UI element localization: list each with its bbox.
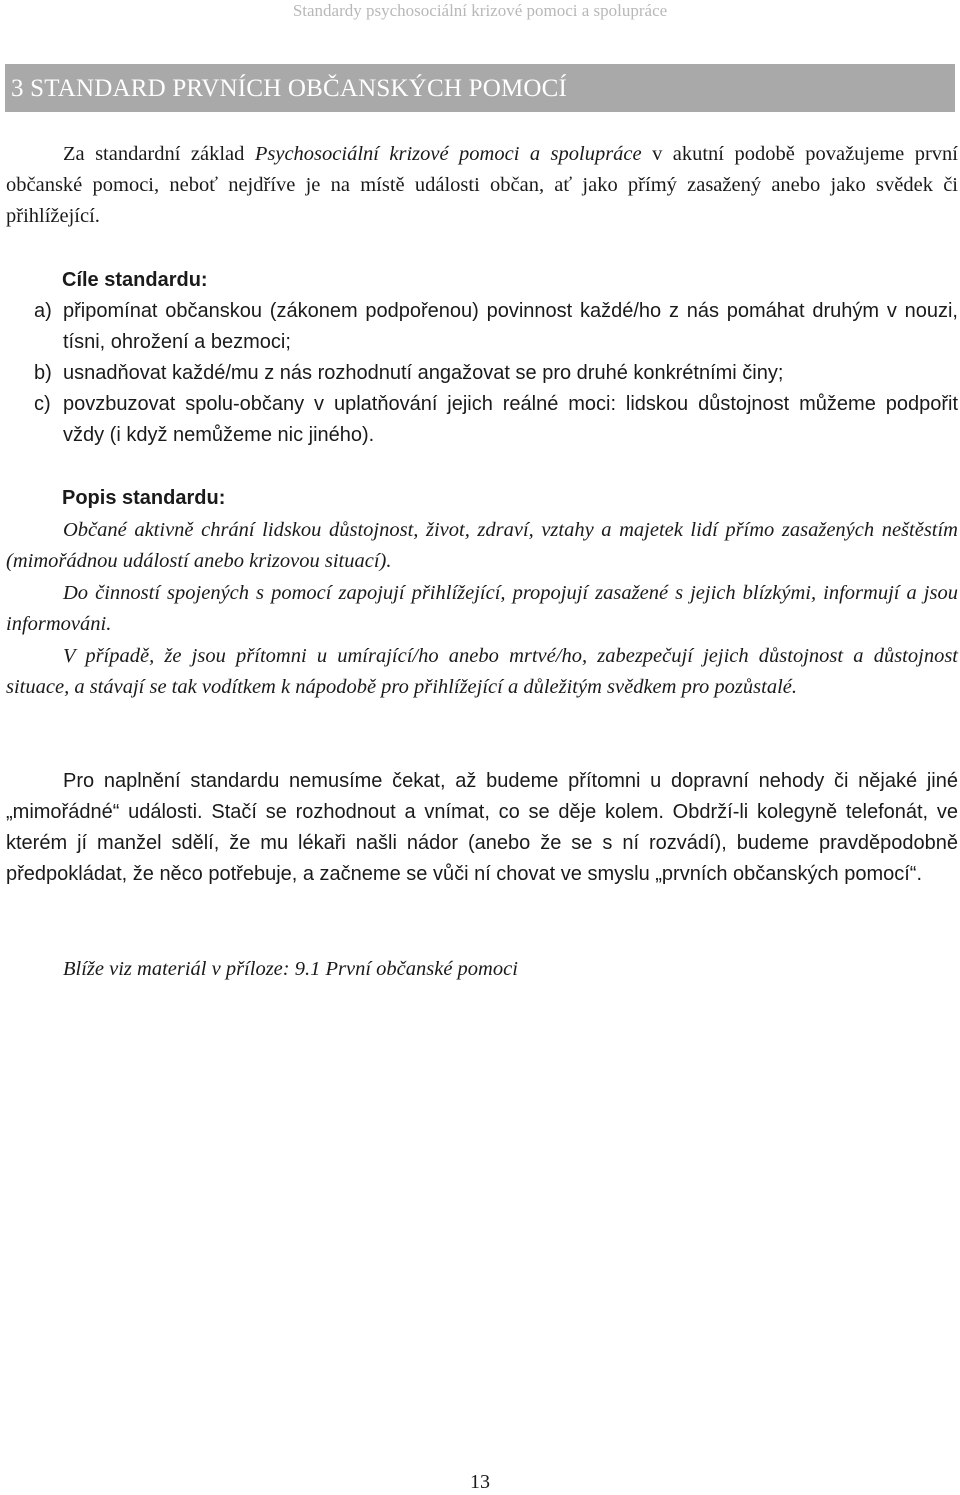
- goal-item-c: [34, 389, 958, 451]
- description-paragraph-2: Do činností spojených s pomocí zapojují přihlížející, propojují zasažené s jejich blízkými, informují a jsou informováni.: [6, 582, 958, 635]
- goal-marker: a): [34, 300, 52, 322]
- goals-heading: Cíle standardu:: [62, 269, 208, 291]
- goal-marker: c): [34, 393, 51, 415]
- see-also-reference: Blíže viz materiál v příloze: 9.1 První občanské pomoci: [63, 958, 518, 980]
- goal-item-a: [34, 296, 958, 358]
- intro-italic-term: Psychosociální krizové pomoci a spolupráce: [254, 143, 642, 165]
- intro-text-2: v akutní podobě považujeme první občanské pomoci, neboť nejdříve je na místě události občan, ať jako přímý zasažený anebo jako svědek či přihlížející.: [6, 143, 958, 227]
- intro-text-1: Za standardní základ: [63, 143, 255, 165]
- body-paragraph: Pro naplnění standardu nemusíme čekat, až budeme přítomni u dopravní nehody či nějaké jiné „mimořádné“ události. Stačí se rozhodnout a vnímat, co se děje kolem. Obdrží-li kolegyně telefonát, ve kterém jí manžel sdělí, že mu lékaři našli nádor (anebo že se s ní rozvádí), budeme pravděpodobně předpokládat, že něco potřebuje, a začneme se vůči ní chovat ve smyslu „prvních občanských pomocí“.: [6, 770, 958, 885]
- goal-marker: b): [34, 362, 52, 384]
- page-number: 13: [470, 1471, 490, 1493]
- goal-item-b: [34, 358, 958, 389]
- intro-paragraph: [6, 139, 958, 232]
- goal-text: povzbuzovat spolu-občany v uplatňování jejich reálné moci: lidskou důstojnost můžeme podpořit vždy (i když nemůžeme nic jiného).: [63, 393, 958, 446]
- chapter-heading-bar: [5, 64, 955, 112]
- description-heading: Popis standardu:: [62, 487, 226, 509]
- goal-text: usnadňovat každé/mu z nás rozhodnutí angažovat se pro druhé konkrétními činy;: [63, 362, 784, 384]
- chapter-title: 3 STANDARD PRVNÍCH OBČANSKÝCH POMOCÍ: [11, 75, 568, 102]
- description-paragraph-1: Občané aktivně chrání lidskou důstojnost, život, zdraví, vztahy a majetek lidí přímo zasažených neštěstím (mimořádnou událostí anebo krizovou situací).: [6, 519, 958, 572]
- goal-text: připomínat občanskou (zákonem podpořenou) povinnost každé/ho z nás pomáhat druhým v nouzi, tísni, ohrožení a bezmoci;: [63, 300, 958, 353]
- running-header: Standardy psychosociální krizové pomoci a spolupráce: [292, 1, 668, 20]
- goals-list: [34, 296, 958, 451]
- description-paragraph-3: V případě, že jsou přítomni u umírající/ho anebo mrtvé/ho, zabezpečují jejich důstojnost a důstojnost situace, a stávají se tak vodítkem k nápodobě pro přihlížející a důležitým svědkem pro pozůstalé.: [6, 645, 958, 698]
